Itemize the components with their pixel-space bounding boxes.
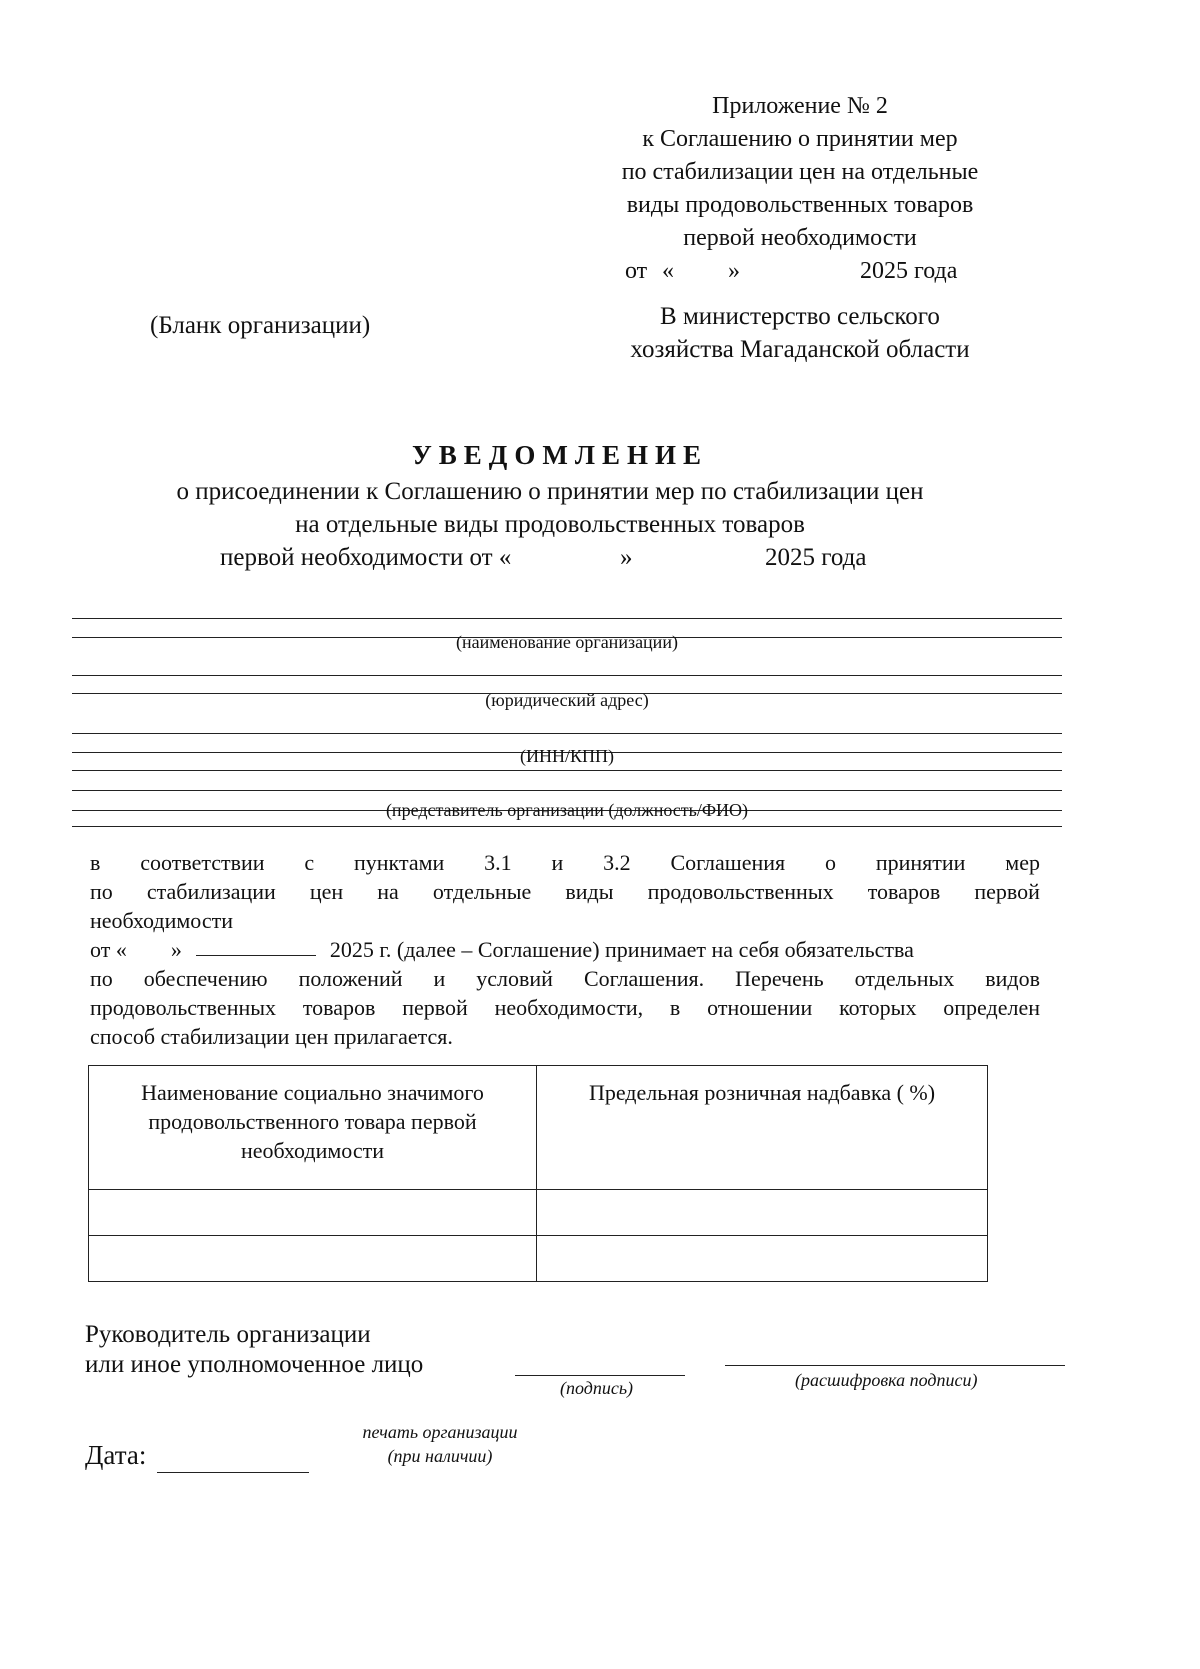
word: с <box>304 850 315 875</box>
inn-kpp-caption: (ИНН/КПП) <box>520 746 614 766</box>
para-date-blank[interactable] <box>196 935 316 956</box>
table-header-product <box>89 1066 537 1190</box>
word: на <box>377 879 399 904</box>
signatory-title-line: Руководитель организации <box>85 1321 371 1348</box>
goods-table <box>88 1065 988 1282</box>
word: 3.1 <box>484 850 512 875</box>
table-cell[interactable] <box>537 1236 988 1282</box>
signature-line[interactable] <box>515 1375 685 1376</box>
representative-caption: (представитель организации (должность/ФИО) <box>385 800 749 820</box>
appendix-quote-close: » <box>728 258 740 284</box>
appendix-year: 2025 года <box>860 258 958 284</box>
header-markup-text: Предельная розничная надбавка ( %) <box>588 1080 936 1105</box>
appendix-line: первой необходимости <box>683 225 917 251</box>
org-name-line-top[interactable] <box>72 618 1062 619</box>
appendix-date-line <box>580 255 1020 288</box>
recipient-line: В министерство сельского <box>660 303 940 330</box>
word: 3.2 <box>603 850 631 875</box>
para-line-1 <box>90 848 1040 877</box>
appendix-date-ot: от <box>625 258 648 284</box>
word: мер <box>1005 850 1040 875</box>
para-date-close: » <box>170 937 182 962</box>
appendix-line: виды продовольственных товаров <box>626 192 974 218</box>
word: в <box>90 850 101 875</box>
appendix-number: Приложение № 2 <box>712 93 888 119</box>
table-header-row <box>89 1066 988 1190</box>
subtitle-line: на отдельные виды продовольственных товаров <box>295 511 805 538</box>
word: соответствии <box>140 850 265 875</box>
word: стабилизации <box>146 879 276 904</box>
para-line-2 <box>90 877 1040 906</box>
subtitle-year: 2025 года <box>765 544 867 571</box>
word: первой <box>974 879 1040 904</box>
word: и <box>551 850 564 875</box>
word: пунктами <box>354 850 445 875</box>
word: отдельные <box>432 879 532 904</box>
recipient-block <box>590 300 1010 366</box>
table-cell[interactable] <box>537 1190 988 1236</box>
table-row <box>89 1190 988 1236</box>
appendix-header <box>580 90 1020 288</box>
inn-kpp-line-top[interactable] <box>72 733 1062 734</box>
body-paragraph <box>90 848 1040 1051</box>
para-date-ot: от « <box>90 937 127 962</box>
para-date-rest: 2025 г. (далее – Соглашение) принимает на себя обязательства <box>329 937 914 962</box>
subtitle-quote-close: » <box>620 544 633 571</box>
recipient-line: хозяйства Магаданской области <box>630 336 970 363</box>
appendix-quote-open: « <box>662 258 674 284</box>
date-fill-line[interactable] <box>157 1472 309 1473</box>
para-line-7: способ стабилизации цен прилагается. <box>90 1024 453 1049</box>
table-cell[interactable] <box>89 1190 537 1236</box>
word: цен <box>309 879 344 904</box>
table-row <box>89 1236 988 1282</box>
representative-line-bottom[interactable] <box>72 826 1062 827</box>
para-line-6: продовольственных товаров первой необходимости, в отношении которых определен <box>90 995 1040 1020</box>
org-letterhead-placeholder: (Бланк организации) <box>150 312 371 339</box>
subtitle-date-line <box>100 541 1000 574</box>
word: о <box>825 850 836 875</box>
word: продовольственных <box>647 879 834 904</box>
table-header-markup <box>537 1066 988 1190</box>
word: по <box>90 879 113 904</box>
org-name-caption: (наименование организации) <box>456 632 678 652</box>
appendix-line: по стабилизации цен на отдельные <box>621 159 979 185</box>
inn-kpp-line-bottom[interactable] <box>72 770 1062 771</box>
legal-address-caption: (юридический адрес) <box>485 690 649 710</box>
word: Соглашения <box>670 850 786 875</box>
legal-address-line-top[interactable] <box>72 675 1062 676</box>
word: принятии <box>875 850 966 875</box>
document-title: УВЕДОМЛЕНИЕ <box>411 440 709 470</box>
word: виды <box>565 879 614 904</box>
date-label: Дата: <box>85 1440 147 1470</box>
table-cell[interactable] <box>89 1236 537 1282</box>
header-product-text: Наименование социально значимого продовольственного товара первой необходимости <box>141 1080 484 1163</box>
subtitle-date-prefix: первой необходимости от « <box>220 544 512 571</box>
signature-caption: (подпись) <box>560 1378 634 1398</box>
para-line-5: по обеспечению положений и условий Соглашения. Перечень отдельных видов <box>90 966 1040 991</box>
appendix-line: к Соглашению о принятии мер <box>642 126 958 152</box>
signature-decode-line[interactable] <box>725 1365 1065 1366</box>
subtitle-line: о присоединении к Соглашению о принятии мер по стабилизации цен <box>176 478 924 505</box>
signatory-title <box>85 1320 423 1380</box>
representative-line-top[interactable] <box>72 790 1062 791</box>
stamp-note-line: печать организации <box>362 1422 518 1442</box>
para-line-3: необходимости <box>90 908 234 933</box>
para-line-4 <box>90 935 1040 964</box>
word: товаров <box>867 879 941 904</box>
signature-decode-caption: (расшифровка подписи) <box>795 1370 978 1390</box>
stamp-note <box>345 1420 535 1468</box>
document-subtitle <box>100 475 1000 574</box>
signatory-title-line: или иное уполномоченное лицо <box>85 1351 424 1378</box>
stamp-note-line: (при наличии) <box>387 1446 493 1466</box>
